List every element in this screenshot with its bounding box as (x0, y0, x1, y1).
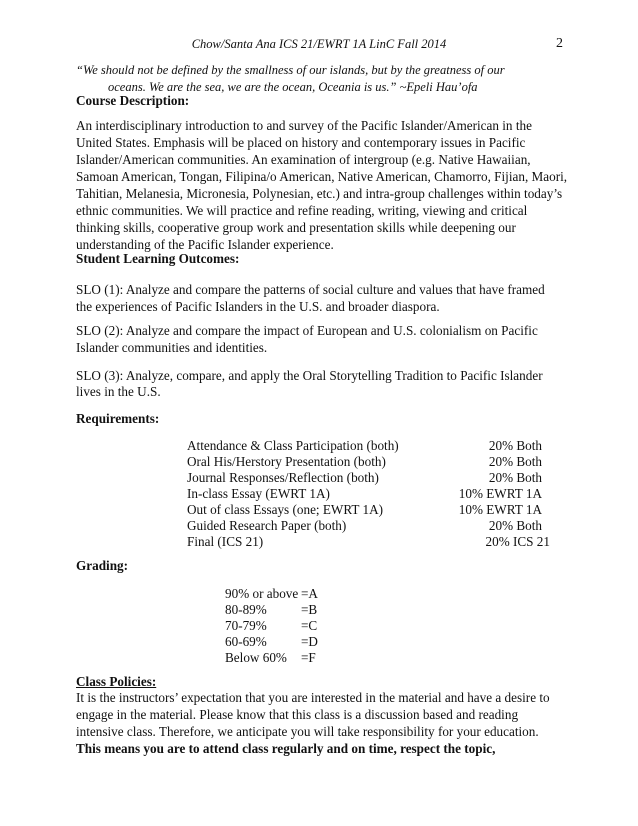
quote-line-2: oceans. We are the sea, we are the ocean, Oceania is us.” ~Epeli Hau’ofa (108, 80, 478, 94)
course-description-line: Tahitian, Melanesia, Micronesia, Polynesian, etc.) and intra-group challenges within today’s (76, 186, 563, 201)
slo-item-3-line-1: SLO (3): Analyze, compare, and apply the Oral Storytelling Tradition to Pacific Islander (76, 368, 543, 383)
slo-item-1-line-1: SLO (1): Analyze and compare the patterns of social culture and values that have framed (76, 282, 545, 297)
requirement-name: Journal Responses/Reflection (both) (187, 470, 379, 485)
requirement-weight: 10% EWRT 1A (458, 486, 542, 501)
course-description-line: understanding of the Pacific Islander experience. (76, 237, 334, 252)
requirement-weight: 20% Both (488, 454, 542, 469)
grading-letter: =C (301, 618, 318, 633)
requirement-name: In-class Essay (EWRT 1A) (187, 486, 330, 501)
course-description-line: United States. Emphasis will be placed on history and contemporary issues in Pacific (76, 135, 526, 150)
grading-range: Below 60% (225, 650, 287, 665)
grading-heading: Grading: (76, 558, 129, 573)
slo-item-2-line-1: SLO (2): Analyze and compare the impact of European and U.S. colonialism on Pacific (76, 323, 538, 338)
requirement-weight: 20% ICS 21 (485, 534, 550, 549)
grading-letter: =F (301, 650, 316, 665)
running-header: Chow/Santa Ana ICS 21/EWRT 1A LinC Fall 2014 (191, 37, 447, 51)
requirements-heading: Requirements: (76, 411, 160, 426)
course-description-line: ethnic communities. We will practice and refine reading, writing, viewing and critical (76, 203, 528, 218)
course-description-line: An interdisciplinary introduction to and survey of the Pacific Islander/American in the (76, 118, 532, 133)
requirement-name: Attendance & Class Participation (both) (187, 438, 399, 453)
slo-item-1-line-2: the experiences of Pacific Islanders in the U.S. and broader diaspora. (76, 299, 440, 314)
page-number: 2 (556, 36, 563, 51)
requirement-name: Out of class Essays (one; EWRT 1A) (187, 502, 384, 517)
grading-letter: =A (301, 586, 318, 601)
requirement-weight: 10% EWRT 1A (458, 502, 542, 517)
grading-range: 90% or above (225, 586, 299, 601)
grading-range: 70-79% (225, 618, 267, 633)
requirement-weight: 20% Both (488, 470, 542, 485)
grading-letter: =D (301, 634, 318, 649)
quote-line-1: “We should not be defined by the smallness of our islands, but by the greatness of our (76, 63, 505, 77)
course-description-line: Samoan American, Tongan, Filipina/o American, Native American, Chamorro, Fijian, Maori, (76, 169, 568, 184)
class-policies-line: It is the instructors’ expectation that you are interested in the material and have a desire to (76, 690, 550, 705)
requirement-weight: 20% Both (488, 438, 542, 453)
course-description-line: Islander/American communities. An examination of intergroup (e.g. Native Hawaiian, (76, 152, 531, 167)
requirement-name: Final (ICS 21) (187, 534, 264, 549)
course-description-line: thinking skills, cooperative group work and presentation skills while deepening our (76, 220, 516, 235)
class-policies-heading: Class Policies: (76, 674, 157, 689)
slo-item-3-line-2: lives in the U.S. (76, 384, 161, 399)
requirement-name: Oral His/Herstory Presentation (both) (187, 454, 386, 469)
epigraph-quote (76, 62, 562, 96)
class-policies-line: engage in the material. Please know that this class is a discussion based and reading (76, 707, 519, 722)
slo-item-2-line-2: Islander communities and identities. (76, 340, 268, 355)
grading-range: 60-69% (225, 634, 267, 649)
class-policies-line: intensive class. Therefore, we anticipate you will take responsibility for your education. (76, 724, 539, 739)
class-policies-bold-line: This means you are to attend class regularly and on time, respect the topic, (76, 741, 496, 756)
requirement-name: Guided Research Paper (both) (187, 518, 347, 533)
grading-letter: =B (301, 602, 318, 617)
course-description-heading: Course Description: (76, 93, 190, 108)
slo-heading: Student Learning Outcomes: (76, 251, 240, 266)
grading-range: 80-89% (225, 602, 267, 617)
requirement-weight: 20% Both (488, 518, 542, 533)
